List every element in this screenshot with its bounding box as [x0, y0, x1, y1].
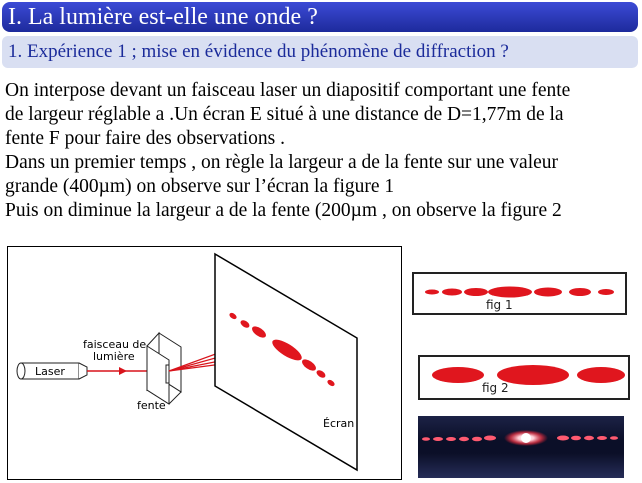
page-title: I. La lumière est-elle une onde ?: [8, 4, 318, 30]
experiment-diagram: [7, 246, 402, 480]
figure-1: [412, 272, 627, 315]
laser-label: Laser: [35, 365, 65, 378]
slit-label: fente: [137, 399, 166, 412]
diffraction-photo: [418, 416, 624, 478]
beam-label-line1: faisceau de: [83, 338, 147, 351]
paragraph-line-2: de largeur réglable a .Un écran E situé à une distance de D=1,77m de la: [5, 104, 564, 125]
diffraction-photo-pattern: [418, 416, 624, 478]
section-subtitle-box: [2, 36, 638, 68]
figure-1-pattern: [414, 279, 625, 303]
figure-2-label: fig 2: [482, 381, 509, 395]
paragraph-line-5: grande (400µm) on observe sur l’écran la figure 1: [5, 176, 395, 197]
figure-2-pattern: [420, 359, 628, 389]
section-subtitle: 1. Expérience 1 ; mise en évidence du phénomène de diffraction ?: [8, 41, 509, 62]
title-bar: [2, 2, 638, 32]
beam-label-line2: lumière: [93, 350, 135, 363]
figure-2: [418, 355, 630, 400]
paragraph-line-6: Puis on diminue la largeur a de la fente (200µm , on observe la figure 2: [5, 200, 562, 221]
screen-label: Écran: [323, 417, 355, 430]
paragraph-line-4: Dans un premier temps , on règle la largeur a de la fente sur une valeur: [5, 152, 559, 173]
figure-1-label: fig 1: [486, 298, 513, 312]
paragraph-line-3: fente F pour faire des observations .: [5, 128, 285, 149]
paragraph-line-1: On interpose devant un faisceau laser un diapositif comportant une fente: [5, 80, 571, 101]
